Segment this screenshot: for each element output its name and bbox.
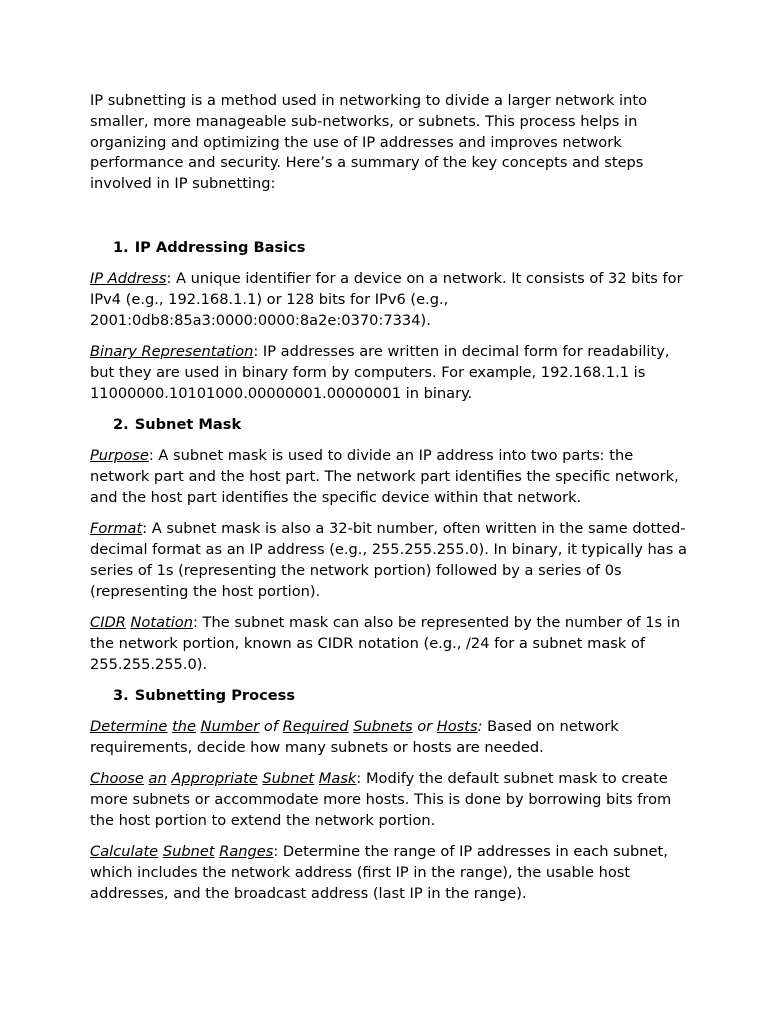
definition-term [90,614,193,631]
definition-text: Based on network requirements, decide how many subnets or hosts are needed. [90,718,619,756]
definition-text: A subnet mask is used to divide an IP address into two parts: the network part and the host part. The network part identifies the specific network, and the host part identifies the specific device within that network. [90,447,679,506]
term-segment: Required [282,718,349,736]
term-segment: Choose [90,770,144,788]
definition-paragraph [90,613,690,675]
definition-term [90,270,166,287]
term-segment: Purpose [90,447,149,465]
section-title: Subnet Mask [134,416,242,434]
section-number: 2. [113,416,129,434]
definition-paragraph [90,842,690,904]
section-heading [90,238,690,259]
document-body [90,91,690,915]
term-segment: or [412,718,437,736]
term-segment: Ranges [219,843,274,861]
definition-text: IP addresses are written in decimal form for readability, but they are used in binary form by computers. For example, 192.168.1.1 is 11000000.10101000.00000001.00000001 in binary. [90,343,670,402]
term-segment: the [172,718,197,736]
sections [90,238,690,905]
term-segment: Subnet [162,843,215,861]
term-segment: Notation [130,613,193,631]
section-title: Subnetting Process [134,686,296,704]
term-segment: : [477,718,483,736]
section-title: IP Addressing Basics [134,238,306,256]
term-separator: : [192,613,198,631]
term-segment: of [259,718,283,736]
section-number: 3. [113,686,129,704]
intro-paragraph: IP subnetting is a method used in networking to divide a larger network into smaller, more manageable sub-networks, or subnets. This process helps in organizing and optimizing the use of IP addresses and improves network performance and security. Here’s a summary of the key concepts and steps involved in IP subnetting: [90,92,648,193]
term-segment: Appropriate [171,770,258,788]
definition-term [90,843,273,860]
definition-text: Modify the default subnet mask to create more subnets or accommodate more hosts. This is done by borrowing bits from the host portion to extend the network portion. [90,770,672,829]
term-separator: : [142,520,148,538]
term-segment: Number [200,718,260,736]
definition-text: The subnet mask can also be represented by the number of 1s in the network portion, known as CIDR notation (e.g., /24 for a subnet mask of 255.255.255.0). [90,613,681,673]
term-separator: : [148,447,154,465]
definition-term [90,520,142,537]
term-segment: Subnet [262,770,315,788]
term-separator: : [356,770,362,788]
section-number: 1. [113,238,129,256]
definition-paragraph [90,446,690,508]
term-segment: CIDR [90,613,126,631]
definition-term [90,718,483,735]
term-segment: Format [90,520,143,538]
term-segment: Subnets [353,718,413,736]
definition-paragraph [90,519,690,602]
definition-term [90,343,253,360]
term-segment: an [148,770,167,788]
definition-term [90,770,356,787]
definition-paragraph [90,342,690,404]
term-separator: : [166,270,172,288]
definition-paragraph [90,269,690,331]
section-heading [90,686,690,707]
definition-paragraph [90,769,690,831]
definition-term [90,447,149,464]
definition-text: A unique identifier for a device on a network. It consists of 32 bits for IPv4 (e.g., 192.168.1.1) or 128 bits for IPv6 (e.g., 2001:0db8:85a3:0000:0000:8a2e:0370:7334). [90,270,683,329]
term-separator: : [253,343,259,361]
term-separator: : [273,843,279,861]
definition-text: A subnet mask is also a 32-bit number, often written in the same dotted-decimal format as an IP address (e.g., 255.255.255.0). In binary, it typically has a series of 1s (representing the network portion) followed by a series of 0s (representing the host portion). [90,520,687,600]
term-segment: Mask [318,770,357,788]
definition-text: Determine the range of IP addresses in each subnet, which includes the network address (first IP in the range), the usable host addresses, and the broadcast address (last IP in the range). [90,843,668,902]
section-heading [90,415,690,436]
term-segment: Hosts [436,718,478,736]
term-segment: IP Address [90,270,167,288]
term-segment: Binary Representation [90,343,254,361]
term-segment: Determine [90,718,168,736]
term-segment: Calculate [90,843,159,861]
definition-paragraph [90,717,690,759]
